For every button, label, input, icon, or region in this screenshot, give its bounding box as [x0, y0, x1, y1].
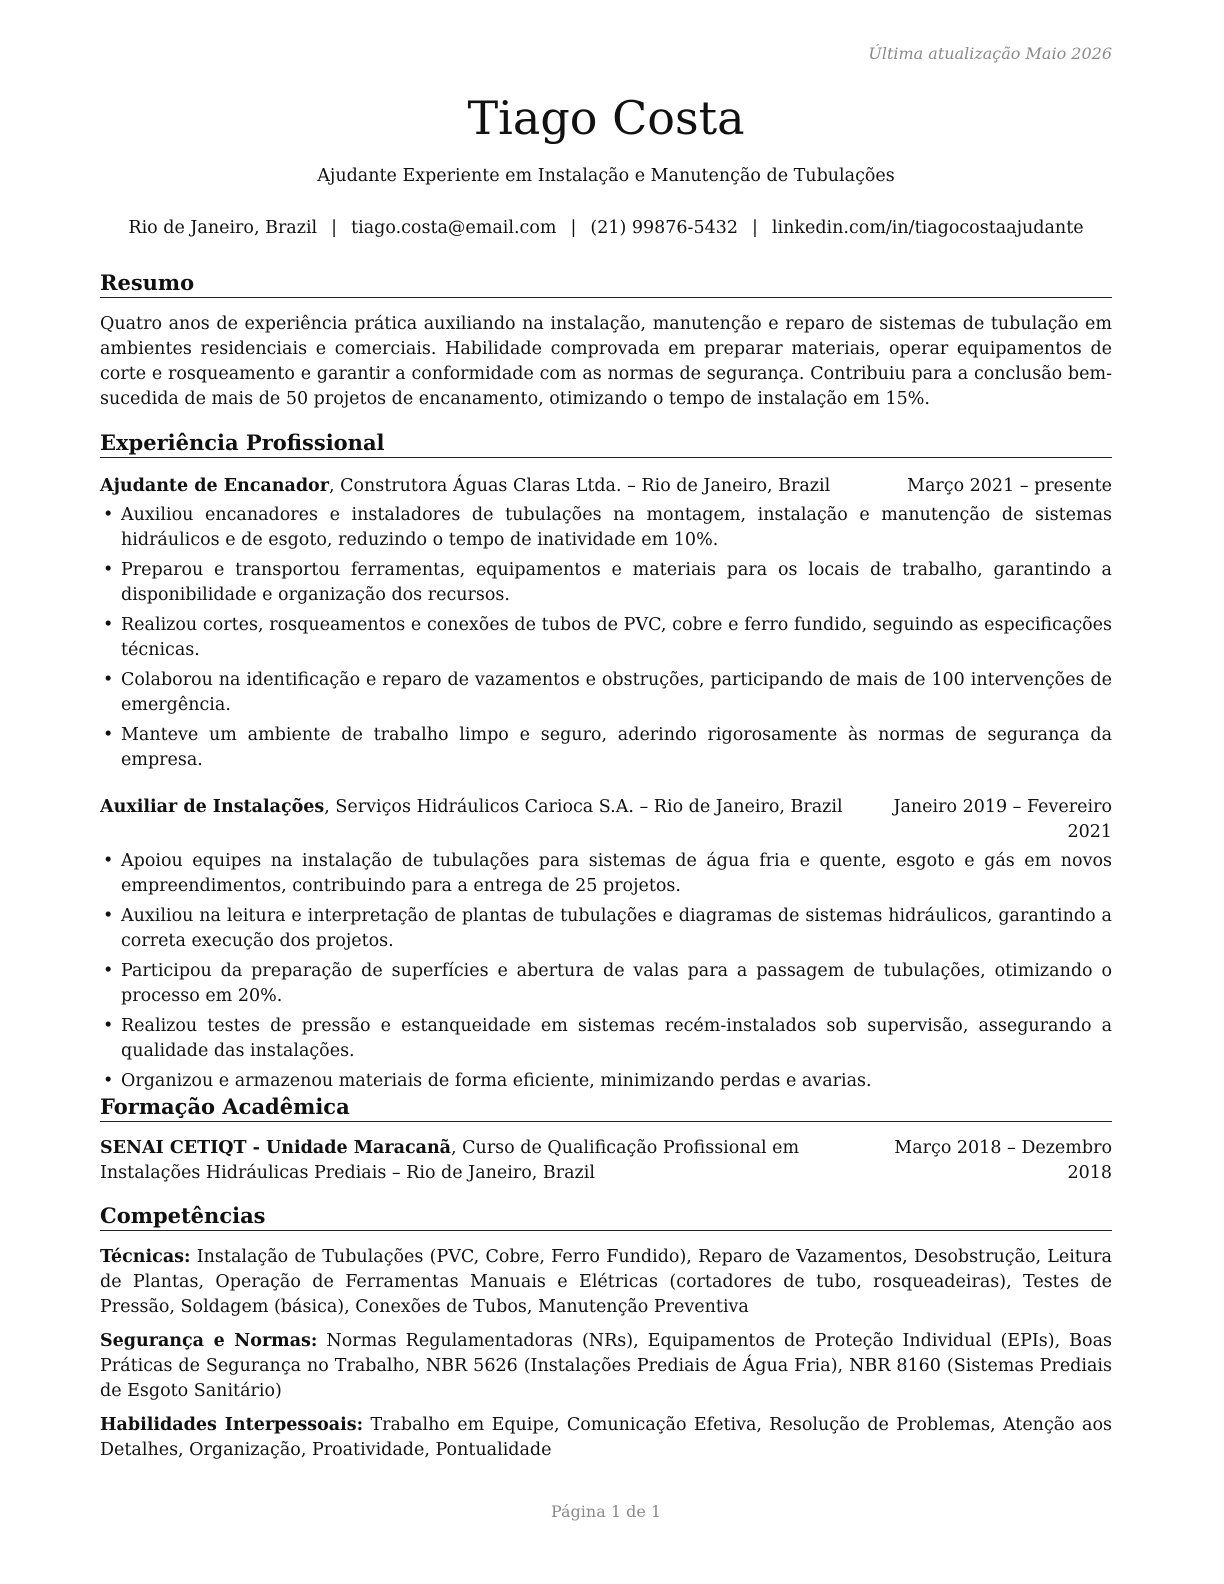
job-title: Auxiliar de Instalações [100, 797, 325, 817]
job-entry [100, 795, 1112, 1094]
resume-page [100, 0, 1112, 1584]
contact-location: Rio de Janeiro, Brazil [128, 218, 318, 238]
education-entry [100, 1136, 1112, 1186]
list-item: • Organizou e armazenou materiais de forma eficiente, minimizando perdas e avarias. [100, 1069, 1112, 1094]
contact-phone: (21) 99876-5432 [590, 218, 739, 238]
list-item: • Realizou testes de pressão e estanqueidade em sistemas recém-instalados sob supervisão, assegurando a qualidade das instalações. [100, 1014, 1112, 1064]
section-heading-summary: Resumo [100, 270, 1112, 298]
contact-separator: | [331, 218, 338, 238]
list-item: • Participou da preparação de superfícies e abertura de valas para a passagem de tubulações, otimizando o processo em 20%. [100, 959, 1112, 1009]
section-heading-experience: Experiência Profissional [100, 430, 1112, 458]
skill-text: Instalação de Tubulações (PVC, Cobre, Ferro Fundido), Reparo de Vazamentos, Desobstrução, Leitura de Plantas, Operação de Ferramentas Manuais e Elétricas (cortadores de tubo, rosqueadeiras), Testes de Pressão, Soldagem (básica), Conexões de Tubos, Manutenção Preventiva [100, 1247, 1112, 1317]
skill-text: Normas Regulamentadoras (NRs), Equipamentos de Proteção Individual (EPIs), Boas Práticas de Segurança no Trabalho, NBR 5626 (Instalações Prediais de Água Fria), NBR 8160 (Sistemas Prediais de Esgoto Sanitário) [100, 1331, 1112, 1401]
contact-separator: | [570, 218, 577, 238]
skill-group [100, 1413, 1112, 1463]
job-bullets [100, 503, 1112, 773]
candidate-name: Tiago Costa [467, 91, 745, 145]
list-item: • Auxiliou na leitura e interpretação de plantas de tubulações e diagramas de sistemas hidráulicos, garantindo a correta execução dos projetos. [100, 904, 1112, 954]
job-title: Ajudante de Encanador [100, 476, 329, 496]
job-date: Janeiro 2019 – Fevereiro 2021 [893, 797, 1112, 842]
job-company: , Construtora Águas Claras Ltda. – Rio de Janeiro, Brazil [328, 476, 831, 496]
last-updated: Última atualização Maio 2026 [868, 44, 1112, 63]
skill-label: Segurança e Normas: [100, 1331, 318, 1351]
summary-text: Quatro anos de experiência prática auxiliando na instalação, manutenção e reparo de sistemas de tubulação em ambientes residenciais e comerciais. Habilidade comprovada em preparar materiais, operar equipamentos de corte e rosqueamento e garantir a conformidade com as normas de segurança. Contribuiu para a conclusão bem-sucedida de mais de 50 projetos de encanamento, otimizando o tempo de instalação em 15%. [100, 314, 1112, 409]
skill-label: Técnicas: [100, 1247, 191, 1267]
list-item: • Realizou cortes, rosqueamentos e conexões de tubos de PVC, cobre e ferro fundido, seguindo as especificações técnicas. [100, 613, 1112, 663]
contact-linkedin[interactable]: linkedin.com/in/tiagocostaajudante [771, 218, 1084, 238]
contact-email[interactable]: tiago.costa@email.com [351, 218, 557, 238]
page-number: Página 1 de 1 [550, 1502, 662, 1521]
skill-group [100, 1329, 1112, 1404]
skills-section [100, 1203, 1112, 1463]
education-school: SENAI CETIQT - Unidade Maracanã [100, 1138, 452, 1158]
education-date: Março 2018 – Dezembro 2018 [894, 1138, 1112, 1183]
education-section [100, 1094, 1112, 1186]
job-date: Março 2021 – presente [907, 476, 1112, 496]
contact-line [60, 218, 1152, 238]
job-header [100, 474, 1112, 499]
list-item: • Auxiliou encanadores e instaladores de tubulações na montagem, instalação e manutenção de sistemas hidráulicos e de esgoto, reduzindo o tempo de inatividade em 10%. [100, 503, 1112, 553]
contact-separator: | [752, 218, 758, 238]
job-header [100, 795, 1112, 845]
education-course: , Curso de Qualificação Profissional em Instalações Hidráulicas Prediais – Rio de Janeiro, Brazil [100, 1138, 800, 1183]
experience-section [100, 430, 1112, 1099]
skill-text: Trabalho em Equipe, Comunicação Efetiva, Resolução de Problemas, Atenção aos Detalhes, Organização, Proatividade, Pontualidade [100, 1415, 1112, 1460]
list-item: • Colaborou na identificação e reparo de vazamentos e obstruções, participando de mais de 100 intervenções de emergência. [100, 668, 1112, 718]
job-entry [100, 474, 1112, 773]
tagline: Ajudante Experiente em Instalação e Manutenção de Tubulações [317, 166, 895, 186]
section-heading-skills: Competências [100, 1203, 1112, 1231]
job-bullets [100, 849, 1112, 1094]
list-item: • Preparou e transportou ferramentas, equipamentos e materiais para os locais de trabalho, garantindo a disponibilidade e organização dos recursos. [100, 558, 1112, 608]
skill-label: Habilidades Interpessoais: [100, 1415, 364, 1435]
summary-section [100, 270, 1112, 412]
list-item: • Manteve um ambiente de trabalho limpo e seguro, aderindo rigorosamente às normas de segurança da empresa. [100, 723, 1112, 773]
section-heading-education: Formação Acadêmica [100, 1094, 1112, 1122]
list-item: • Apoiou equipes na instalação de tubulações para sistemas de água fria e quente, esgoto e gás em novos empreendimentos, contribuindo para a entrega de 25 projetos. [100, 849, 1112, 899]
skill-group [100, 1245, 1112, 1320]
job-company: , Serviços Hidráulicos Carioca S.A. – Rio de Janeiro, Brazil [324, 797, 843, 817]
